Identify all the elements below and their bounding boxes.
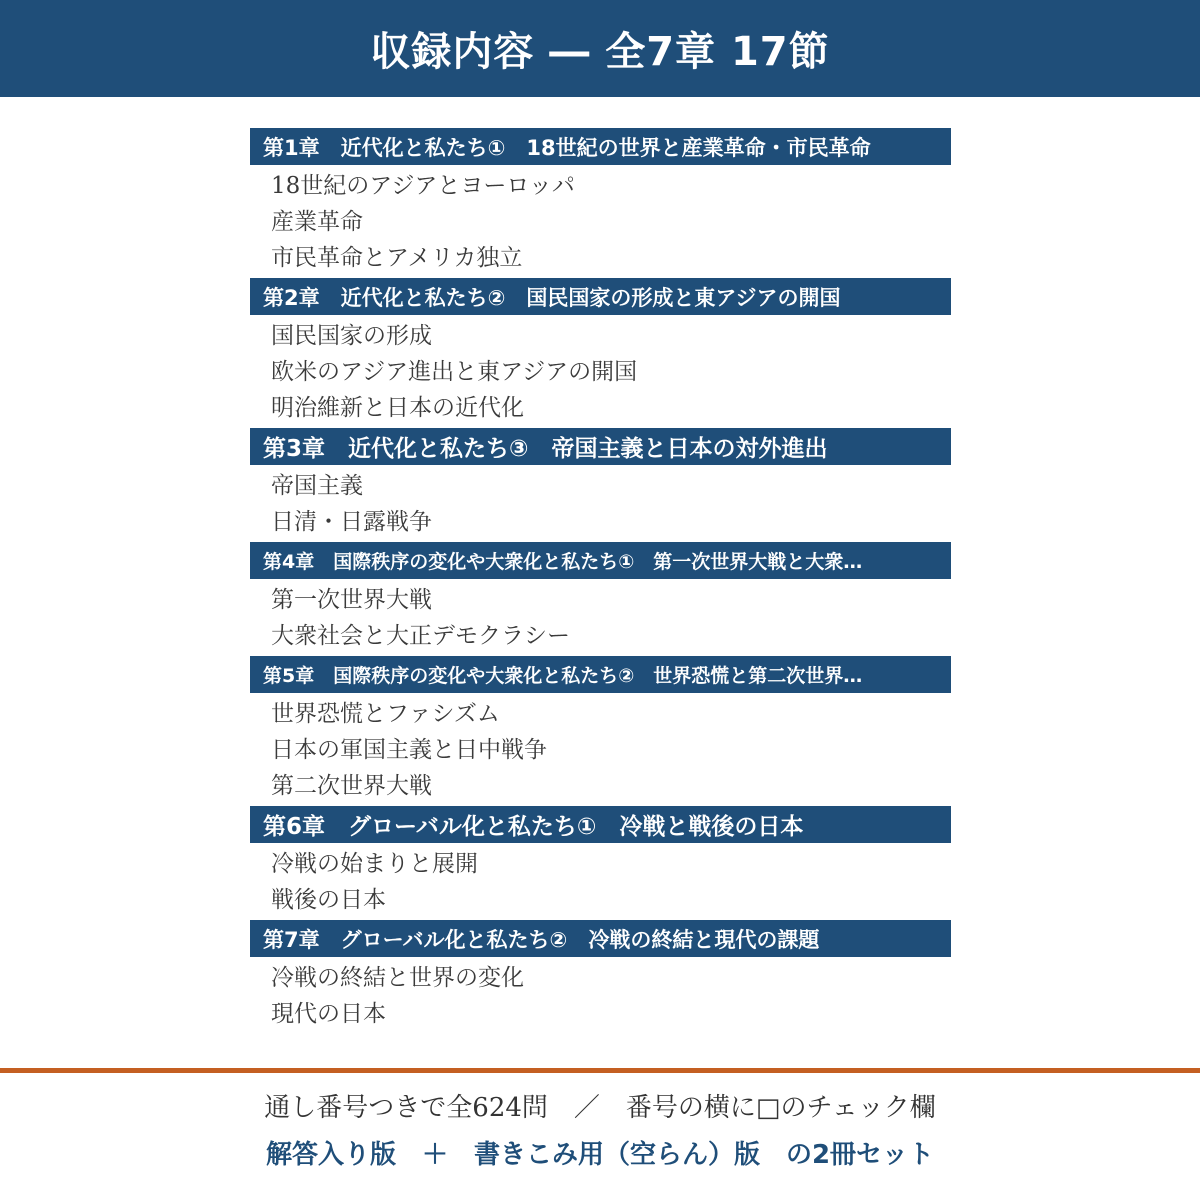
header-bar <box>0 0 1200 97</box>
section-list <box>250 579 951 656</box>
section-item: 世界恐慌とファシズム <box>271 701 500 727</box>
section-item: 第一次世界大戦 <box>271 587 432 613</box>
chapter-heading: 第3章 近代化と私たち③ 帝国主義と日本の対外進出 <box>250 428 951 465</box>
section-item: 日清・日露戦争 <box>271 509 432 535</box>
chapter-6 <box>250 806 951 920</box>
section-item: 大衆社会と大正デモクラシー <box>271 623 570 649</box>
chapter-heading: 第6章 グローバル化と私たち① 冷戦と戦後の日本 <box>250 806 951 843</box>
section-item: 冷戦の終結と世界の変化 <box>271 965 524 991</box>
section-list <box>250 843 951 920</box>
section-list <box>250 165 951 278</box>
footer-set-info: 解答入り版 ＋ 書きこみ用（空らん）版 の2冊セット <box>265 1140 935 1170</box>
section-item: 欧米のアジア進出と東アジアの開国 <box>271 359 638 385</box>
section-item: 戦後の日本 <box>271 887 386 913</box>
section-item: 市民革命とアメリカ独立 <box>271 245 523 271</box>
section-item: 冷戦の始まりと展開 <box>271 851 478 877</box>
section-item: 第二次世界大戦 <box>271 773 432 799</box>
chapter-5 <box>250 656 951 806</box>
chapter-heading: 第1章 近代化と私たち① 18世紀の世界と産業革命・市民革命 <box>250 128 951 165</box>
chapter-heading: 第2章 近代化と私たち② 国民国家の形成と東アジアの開国 <box>250 278 951 315</box>
chapter-heading: 第5章 国際秩序の変化や大衆化と私たち② 世界恐慌と第二次世界… <box>250 656 951 693</box>
chapter-heading: 第7章 グローバル化と私たち② 冷戦の終結と現代の課題 <box>250 920 951 957</box>
section-list <box>250 957 951 1034</box>
chapter-2 <box>250 278 951 428</box>
page-title: 収録内容 ― 全7章 17節 <box>370 29 830 75</box>
footer-note: 通し番号つきで全624問 ／ 番号の横に□のチェック欄 <box>264 1093 936 1123</box>
section-list <box>250 465 951 542</box>
section-item: 現代の日本 <box>271 1001 386 1027</box>
section-item: 18世紀のアジアとヨーロッパ <box>271 173 575 199</box>
section-list <box>250 693 951 806</box>
divider-rule <box>0 1068 1200 1073</box>
section-item: 日本の軍国主義と日中戦争 <box>271 737 547 763</box>
chapter-7 <box>250 920 951 1034</box>
chapter-4 <box>250 542 951 656</box>
section-item: 国民国家の形成 <box>271 323 432 349</box>
chapter-list <box>250 128 951 1034</box>
section-item: 産業革命 <box>271 209 363 235</box>
chapter-3 <box>250 428 951 542</box>
section-list <box>250 315 951 428</box>
section-item: 明治維新と日本の近代化 <box>271 395 524 421</box>
chapter-1 <box>250 128 951 278</box>
chapter-heading: 第4章 国際秩序の変化や大衆化と私たち① 第一次世界大戦と大衆… <box>250 542 951 579</box>
section-item: 帝国主義 <box>271 473 363 499</box>
